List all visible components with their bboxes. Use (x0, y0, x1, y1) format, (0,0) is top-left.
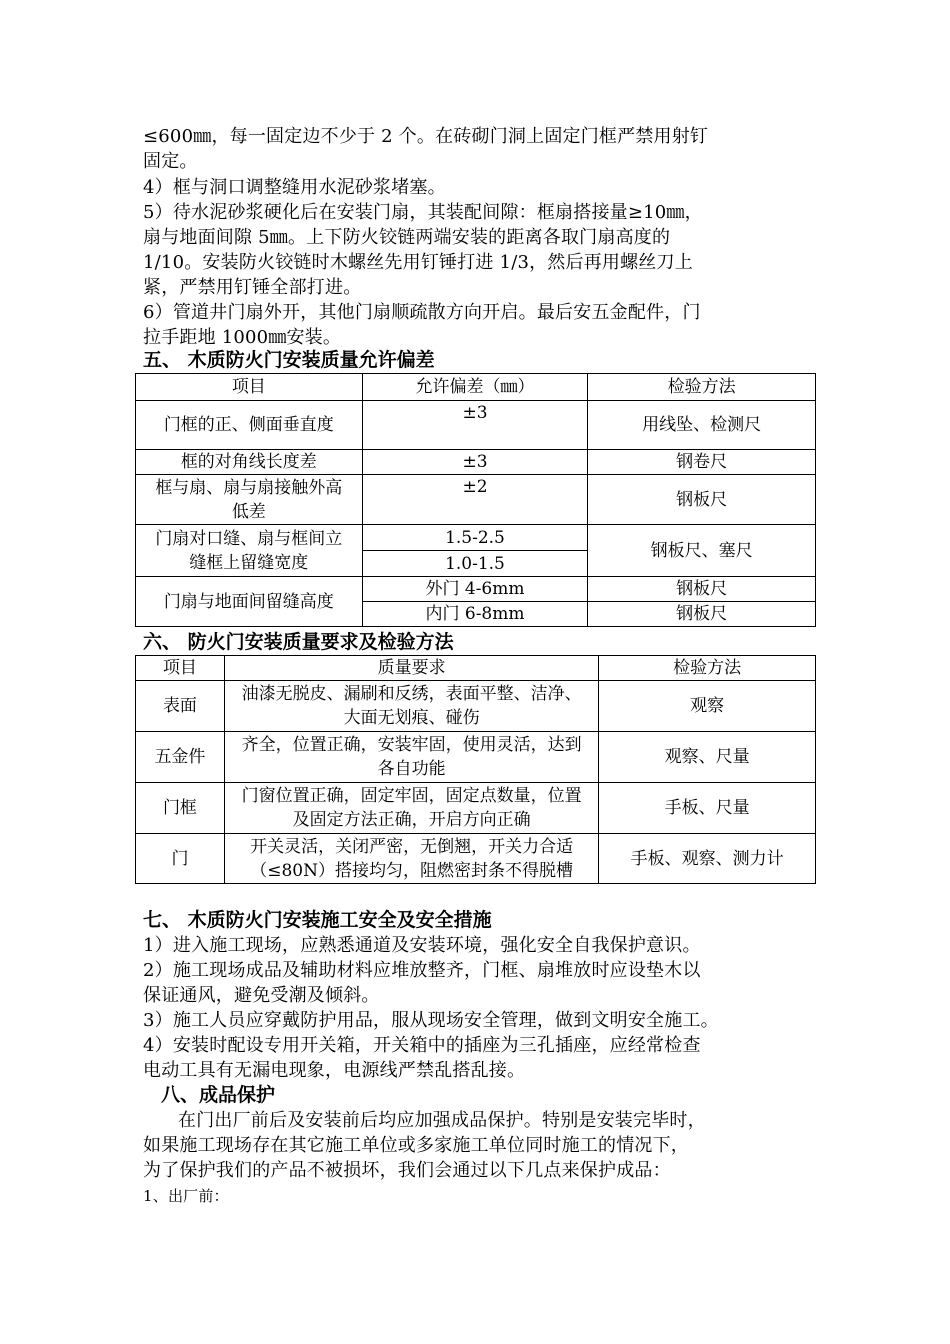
cell-item: 框的对角线长度差 (136, 450, 363, 475)
cell-item-line: 门扇对口缝、扇与框间立 (155, 528, 343, 549)
intro-line-2: 固定。 (143, 151, 198, 172)
req-line: 大面无划痕、碰伤 (343, 708, 480, 728)
cell-item: 五金件 (136, 732, 225, 783)
header-item: 项目 (136, 374, 363, 401)
section5-heading: 五、 木质防火门安装质量允许偏差 (143, 349, 435, 371)
cell-tolerance: ±3 (362, 401, 588, 450)
section6-heading: 六、 防火门安装质量要求及检验方法 (143, 631, 454, 653)
cell-requirement (224, 681, 598, 732)
cell-requirement (224, 834, 598, 884)
section7-line-3: 保证通风，避免受潮及倾斜。 (143, 985, 380, 1006)
cell-item (136, 525, 363, 577)
section8-heading: 八、成品保护 (161, 1084, 276, 1106)
table-row (136, 401, 816, 450)
cell-method: 手板、尺量 (599, 783, 816, 834)
req-line: 油漆无脱皮、漏刷和反绣，表面平整、洁净、 (241, 684, 582, 704)
section7-line-2: 2）施工现场成品及辅助材料应堆放整齐，门框、扇堆放时应设垫木以 (143, 960, 701, 981)
intro-line-4: 5）待水泥砂浆硬化后在安装门扇，其装配间隙：框扇搭接量≥10㎜， (143, 202, 703, 223)
cell-method: 钢卷尺 (588, 450, 816, 475)
req-line: （≤80N）搭接均匀，阻燃密封条不得脱槽 (250, 860, 573, 881)
req-line: 各自功能 (377, 759, 446, 779)
cell-item (136, 475, 363, 525)
cell-method: 钢板尺、塞尺 (588, 525, 816, 577)
cell-tolerance: ±3 (362, 450, 588, 475)
quality-table (135, 655, 816, 884)
cell-method: 钢板尺 (588, 577, 816, 602)
header-method: 检验方法 (599, 656, 816, 681)
cell-item: 表面 (136, 681, 225, 732)
table-row (136, 525, 816, 551)
req-line: 齐全，位置正确，安装牢固，使用灵活，达到 (241, 735, 582, 755)
cell-method: 钢板尺 (588, 602, 816, 627)
cell-item: 门扇与地面间留缝高度 (136, 577, 363, 627)
table-row (136, 732, 816, 783)
cell-item-line: 低差 (231, 501, 266, 522)
table-header-row (136, 656, 816, 681)
table-row (136, 450, 816, 475)
section7-heading: 七、 木质防火门安装施工安全及安全措施 (143, 909, 492, 931)
section8-subheading: 1、出厂前： (143, 1187, 229, 1205)
req-line: 开关灵活，关闭严密，无倒翘，开关力合适 (250, 836, 574, 857)
cell-requirement (224, 783, 598, 834)
cell-method: 观察、尺量 (599, 732, 816, 783)
table-row (136, 834, 816, 884)
cell-item-line: 框与扇、扇与扇接触外高 (155, 477, 343, 498)
section7-line-1: 1）进入施工现场，应熟悉通道及安装环境，强化安全自我保护意识。 (143, 935, 701, 956)
cell-tolerance: 内门 6-8mm (362, 602, 588, 627)
cell-tolerance: 外门 4-6mm (362, 577, 588, 602)
section7-line-4: 3）施工人员应穿戴防护用品，服从现场安全管理，做到文明安全施工。 (143, 1010, 719, 1031)
cell-method: 用线坠、检测尺 (588, 401, 816, 450)
req-line: 门窗位置正确，固定牢固，固定点数量，位置 (241, 786, 582, 806)
header-requirement: 质量要求 (224, 656, 598, 681)
cell-item: 门框的正、侧面垂直度 (136, 401, 363, 450)
cell-item: 门 (136, 834, 225, 884)
intro-line-1: ≤600㎜，每一固定边不少于 2 个。在砖砌门洞上固定门框严禁用射钉 (143, 126, 709, 147)
intro-line-3: 4）框与洞口调整缝用水泥砂浆堵塞。 (143, 177, 446, 198)
cell-item: 门框 (136, 783, 225, 834)
section8-line-2: 如果施工现场存在其它施工单位或多家施工单位同时施工的情况下， (143, 1135, 689, 1156)
section7-line-5: 4）安装时配设专用开关箱，开关箱中的插座为三孔插座，应经常检查 (143, 1035, 701, 1056)
req-line: 及固定方法正确，开启方向正确 (292, 810, 531, 830)
intro-line-6: 1/10。安装防火铰链时木螺丝先用钉锤打进 1/3，然后再用螺丝刀上 (143, 252, 693, 273)
cell-tolerance: 1.5-2.5 (362, 525, 588, 551)
table-row (136, 577, 816, 602)
tolerance-table (135, 373, 816, 627)
table-row (136, 475, 816, 525)
section8-line-1: 在门出厂前后及安装前后均应加强成品保护。特别是安装完毕时， (178, 1110, 706, 1131)
table-header-row (136, 374, 816, 401)
intro-line-5: 扇与地面间隙 5㎜。上下防火铰链两端安装的距离各取门扇高度的 (143, 227, 671, 248)
header-method: 检验方法 (588, 374, 816, 401)
intro-line-9: 拉手距地 1000㎜安装。 (143, 327, 342, 348)
cell-item-line: 缝框上留缝宽度 (189, 552, 309, 573)
table-row (136, 681, 816, 732)
cell-requirement (224, 732, 598, 783)
table-row (136, 783, 816, 834)
cell-tolerance: ±2 (362, 475, 588, 525)
section8-line-3: 为了保护我们的产品不被损坏，我们会通过以下几点来保护成品： (143, 1160, 671, 1181)
header-tolerance: 允许偏差（㎜） (362, 374, 588, 401)
cell-tolerance: 1.0-1.5 (362, 551, 588, 577)
section7-line-6: 电动工具有无漏电现象，电源线严禁乱搭乱接。 (143, 1060, 526, 1081)
intro-line-7: 紧，严禁用钉锤全部打进。 (143, 277, 362, 298)
header-item: 项目 (136, 656, 225, 681)
cell-method: 观察 (599, 681, 816, 732)
cell-method: 钢板尺 (588, 475, 816, 525)
intro-line-8: 6）管道井门扇外开，其他门扇顺疏散方向开启。最后安五金配件，门 (143, 302, 701, 323)
cell-method: 手板、观察、测力计 (599, 834, 816, 884)
